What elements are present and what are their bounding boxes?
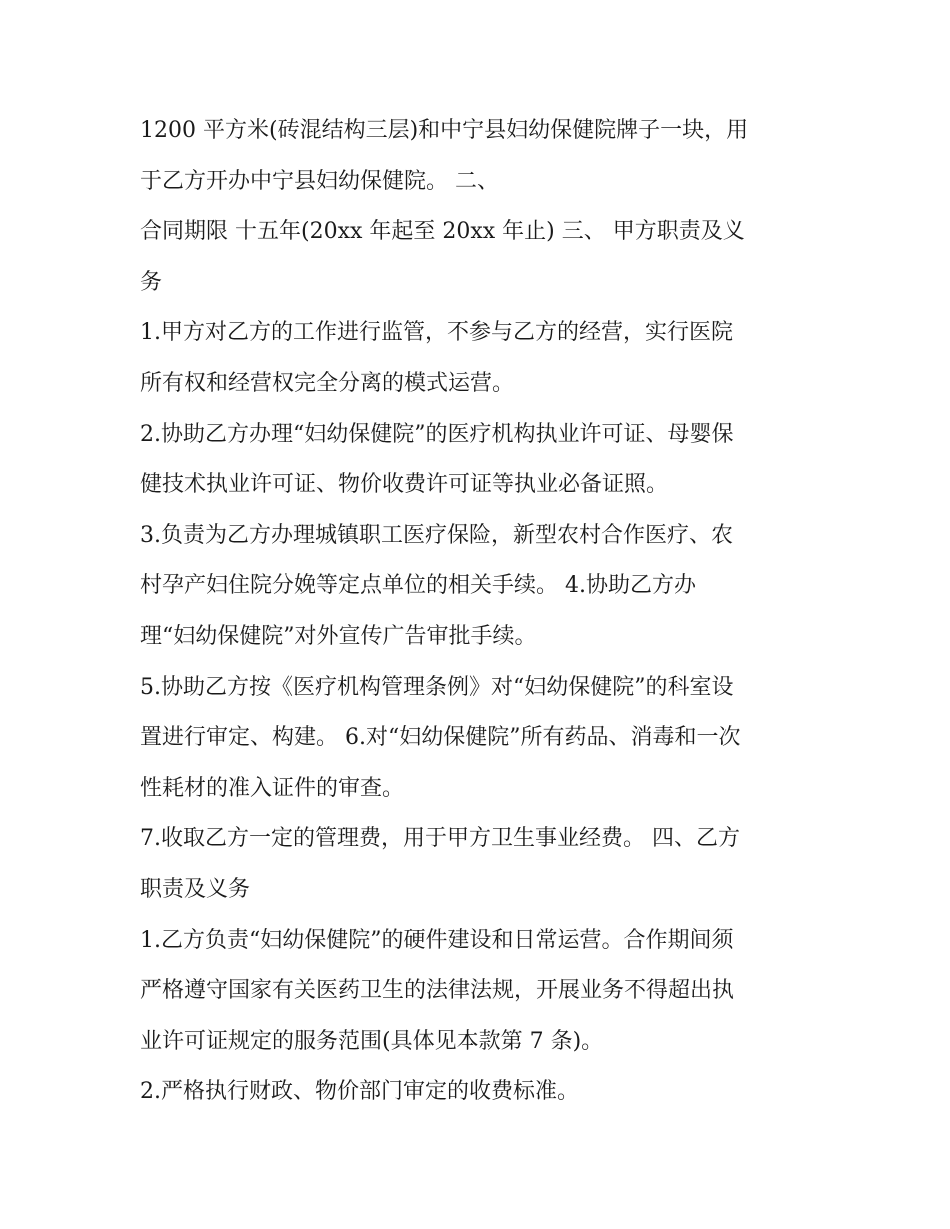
text-line: 2.协助乙方办理“妇幼保健院”的医疗机构执业许可证、母婴保 bbox=[140, 421, 734, 447]
text-line: 职责及义务 bbox=[140, 876, 251, 902]
text-line: 务 bbox=[140, 269, 163, 295]
text-line: 性耗材的准入证件的审查。 bbox=[140, 775, 405, 801]
text-line: 合同期限 十五年(20xx 年起至 20xx 年止) 三、 甲方职责及义 bbox=[140, 219, 745, 245]
text-line: 1200 平方米(砖混结构三层)和中宁县妇幼保健院牌子一块，用 bbox=[140, 118, 749, 143]
text-line: 1.甲方对乙方的工作进行监管，不参与乙方的经营，实行医院 bbox=[140, 320, 733, 346]
text-line: 严格遵守国家有关医药卫生的法律法规，开展业务不得超出执 bbox=[140, 978, 735, 1004]
text-line: 理“妇幼保健院”对外宣传广告审批手续。 bbox=[140, 623, 537, 649]
text-line: 2.严格执行财政、物价部门审定的收费标准。 bbox=[140, 1079, 579, 1105]
text-line: 7.收取乙方一定的管理费，用于甲方卫生事业经费。 四、乙方 bbox=[140, 826, 740, 852]
text-line: 村孕产妇住院分娩等定点单位的相关手续。 4.协助乙方办 bbox=[140, 573, 696, 599]
text-line: 所有权和经营权完全分离的模式运营。 bbox=[140, 370, 515, 396]
text-line: 于乙方开办中宁县妇幼保健院。 二、 bbox=[140, 168, 499, 194]
text-line: 业许可证规定的服务范围(具体见本款第 7 条)。 bbox=[140, 1028, 604, 1054]
text-line: 置进行审定、构建。 6.对“妇幼保健院”所有药品、消毒和一次 bbox=[140, 725, 741, 751]
text-line: 健技术执业许可证、物价收费许可证等执业必备证照。 bbox=[140, 472, 669, 498]
text-line: 3.负责为乙方办理城镇职工医疗保险，新型农村合作医疗、农 bbox=[140, 522, 733, 548]
document-body bbox=[140, 106, 820, 1118]
text-line: 1.乙方负责“妇幼保健院”的硬件建设和日常运营。合作期间须 bbox=[140, 927, 734, 953]
text-line: 5.协助乙方按《医疗机构管理条例》对“妇幼保健院”的科室设 bbox=[140, 674, 734, 700]
